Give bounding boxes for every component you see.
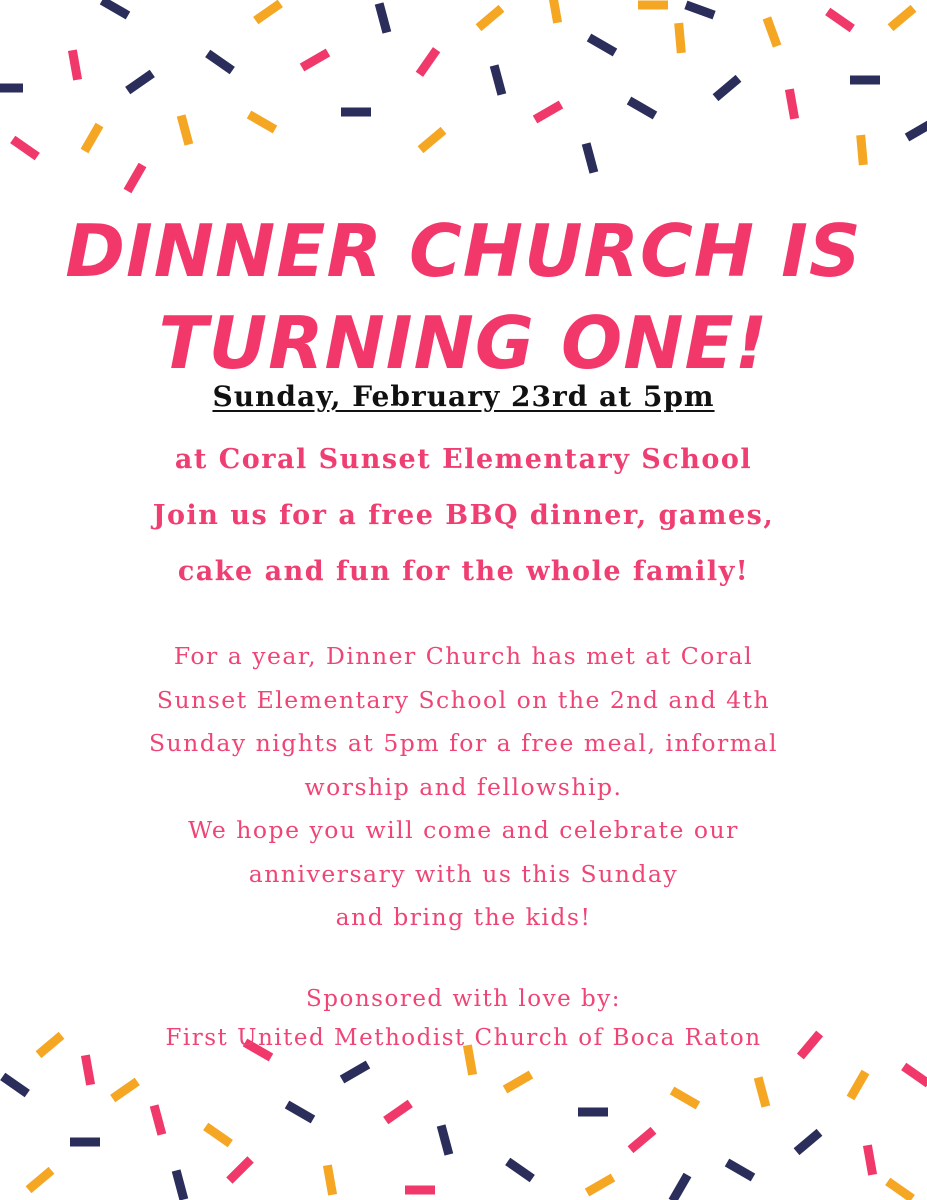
sponsor-block [0,980,927,1058]
event-description [0,635,927,940]
flyer-title [0,205,927,389]
description-line: anniversary with us this Sunday [248,859,679,888]
event-offer-line-1: Join us for a free BBQ dinner, games, [152,500,775,531]
title-line-1: DINNER CHURCH IS [65,209,862,293]
description-line: and bring the kids! [335,903,592,931]
event-summary [0,432,927,600]
description-line: Sunday nights at 5pm for a free meal, informal [148,729,779,757]
sponsor-label: Sponsored with love by: [306,986,621,1012]
description-line: Sunset Elementary School on the 2nd and 4th [156,685,771,714]
description-line: worship and fellowship. [304,772,623,801]
title-line-2: TURNING ONE! [158,301,769,385]
description-line: We hope you will come and celebrate our [188,816,739,844]
event-date: Sunday, February 23rd at 5pm [212,380,715,413]
sponsor-name: First United Methodist Church of Boca Raton [165,1025,762,1051]
event-offer-line-2: cake and fun for the whole family! [177,556,750,587]
event-location: at Coral Sunset Elementary School [174,444,753,475]
description-line: For a year, Dinner Church has met at Coral [173,642,754,670]
